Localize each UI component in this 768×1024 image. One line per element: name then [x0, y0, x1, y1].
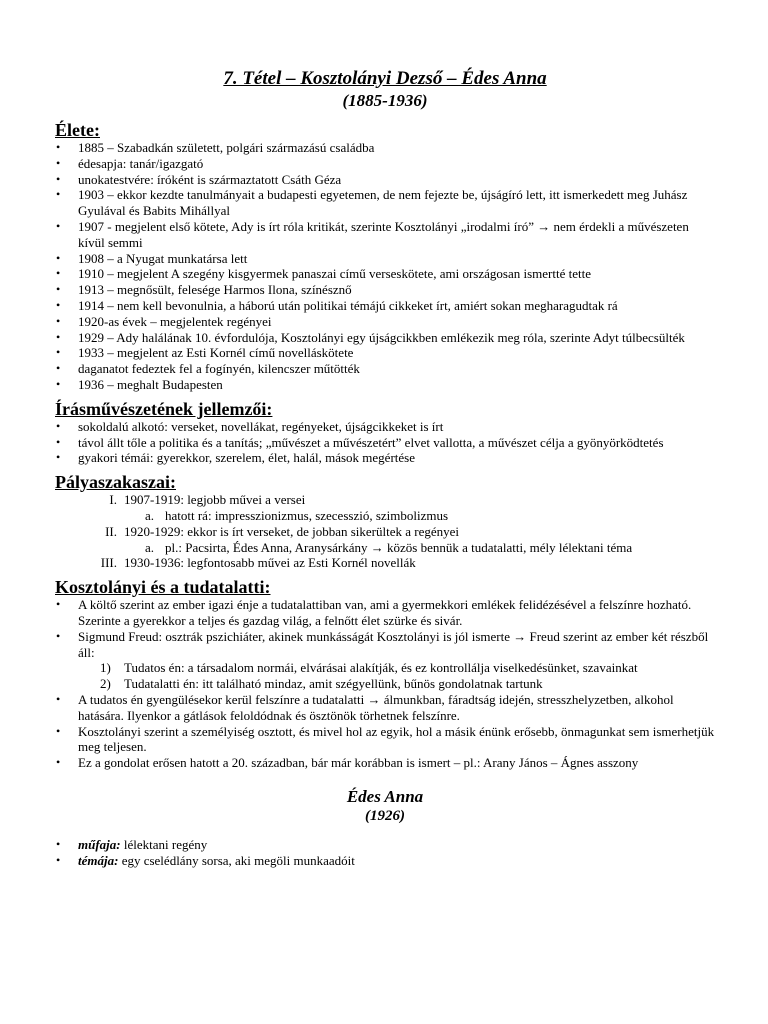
list-item: • daganatot fedeztek fel a fogínyén, kilencszer műtötték: [56, 361, 360, 377]
list-item: • 1885 – Szabadkán született, polgári származású családba: [56, 140, 375, 155]
section-heading-tudat: Kosztolányi és a tudatalatti:: [55, 577, 271, 598]
bullet-icon: •: [56, 376, 61, 391]
list-item: • 1903 – ekkor kezdte tanulmányait a budapesti egyetemen, de nem fejezte be, újságíró lett, itt ismerkedett meg Juhász Gyulával és Babits Mihállyal: [56, 187, 688, 219]
bullet-icon: •: [56, 418, 61, 433]
list-item: • Sigmund Freud: osztrák pszichiáter, akinek munkásságát Kosztolányi is jól ismerte → Freud szerint az ember két részből áll:: [56, 628, 709, 660]
freud-sub-item: 1) Tudatos én: a társadalom normái, elvárásai alakítják, és ez kontrollálja viselkedésünket, szavainkat: [100, 660, 638, 676]
list-item: • sokoldalú alkotó: verseket, novellákat, regényeket, újságcikkeket is írt: [56, 418, 444, 434]
bullet-icon: •: [56, 597, 61, 612]
list-item: • 1920-as évek – megjelentek regényei: [56, 313, 272, 329]
bullet-icon: •: [56, 345, 61, 360]
list-item: • unokatestvére: íróként is származtatott Csáth Géza: [56, 171, 342, 187]
iras-list: [55, 419, 715, 466]
bullet-icon: •: [56, 266, 61, 281]
list-item: • témája: egy cselédlány sorsa, aki megöli munkaadóit: [56, 852, 355, 868]
document-title: 7. Tétel – Kosztolányi Dezső – Édes Anna: [223, 68, 547, 89]
palya-list: [55, 492, 715, 571]
bullet-icon: •: [56, 218, 61, 233]
bullet-icon: •: [56, 313, 61, 328]
edes-anna-list: [55, 837, 715, 869]
section-heading-iras: Írásművészetének jellemzői:: [55, 398, 273, 419]
list-item: • Ez a gondolat erősen hatott a 20. században, bár már korábban is ismert – pl.: Arany János – Ágnes asszony: [56, 755, 639, 771]
list-item: • 1907 - megjelent első kötete, Ady is írt róla kritikát, szerinte Kosztolányi „irodalmi író” → nem érdekli a művészeten kívül semmi: [56, 218, 689, 250]
section-heading-elete: Élete:: [55, 120, 100, 140]
list-item: • távol állt tőle a politika és a tanítás; „művészet a művészetért” elvet vallotta, a művészet célja a gyönyörködtetés: [56, 434, 664, 450]
bullet-icon: •: [56, 155, 61, 170]
bullet-icon: •: [56, 434, 61, 449]
bullet-icon: •: [56, 755, 61, 770]
list-item: • A tudatos én gyengülésekor kerül felszínre a tudatalatti → álmunkban, fáradtság idején, stresszhelyzetben, alkohol hatására. Ilyenkor a gátlások feloldódnak és ösztönök törhetnek felszínre.: [56, 691, 674, 723]
document-years: (1885-1936): [342, 91, 428, 110]
bullet-icon: •: [56, 297, 61, 312]
list-item: • 1910 – megjelent A szegény kisgyermek panaszai című verseskötete, ami országosan ismertté tette: [56, 266, 591, 282]
edes-anna-year: (1926): [365, 807, 405, 824]
bullet-icon: •: [56, 329, 61, 344]
document-page: [55, 68, 715, 874]
bullet-icon: •: [56, 836, 61, 851]
stage-item: III. 1930-1936: legfontosabb művei az Esti Kornél novellák: [100, 555, 416, 571]
stage-sub-item: a. hatott rá: impresszionizmus, szecesszió, szimbolizmus: [145, 507, 449, 523]
freud-sub-item: 2) Tudatalatti én: itt található mindaz, amit szégyellünk, bűnös gondolatnak tartunk: [100, 676, 543, 692]
bullet-icon: •: [56, 187, 61, 202]
bullet-icon: •: [56, 361, 61, 376]
elete-list: [55, 140, 715, 393]
list-item: • műfaja: lélektani regény: [56, 836, 208, 852]
tudat-list: [55, 597, 715, 771]
list-item: • 1933 – megjelent az Esti Kornél című novelláskötete: [56, 345, 354, 361]
stage-sub-item: a. pl.: Pacsirta, Édes Anna, Aranysárkány → közös bennük a tudatalatti, mély lélektani téma: [145, 539, 633, 555]
bullet-icon: •: [56, 140, 61, 154]
list-item: • gyakori témái: gyerekkor, szerelem, élet, halál, mások megértése: [56, 450, 415, 466]
list-item: • A költő szerint az ember igazi énje a tudatalattiban van, ami a gyermekkori emlékek felidézésével a felszínre hozható. Szerinte a gyerekkor a teljes és gazdag világ, a felnőtt élet szürke és sivár.: [56, 597, 692, 628]
stage-item: I. 1907-1919: legjobb művei a versei: [109, 492, 306, 508]
list-item: • 1913 – megnősült, felesége Harmos Ilona, színésznő: [56, 282, 352, 298]
bullet-icon: •: [56, 250, 61, 265]
bullet-icon: •: [56, 628, 61, 643]
bullet-icon: •: [56, 691, 61, 706]
bullet-icon: •: [56, 723, 61, 738]
bullet-icon: •: [56, 282, 61, 297]
list-item: • Kosztolányi szerint a személyiség osztott, és mivel hol az egyik, hol a másik énünk erősebb, önmagunkat sem ismerhetjük meg teljesen.: [56, 723, 715, 755]
list-item: • édesapja: tanár/igazgató: [56, 155, 204, 171]
section-heading-palya: Pályaszakaszai:: [55, 472, 176, 493]
edes-anna-title: Édes Anna: [346, 786, 424, 806]
list-item: • 1929 – Ady halálának 10. évfordulója, Kosztolányi egy újságcikkben emlékezik meg róla, szerinte Adyt túlbecsülték: [56, 329, 685, 345]
list-item: • 1936 – meghalt Budapesten: [56, 376, 223, 392]
bullet-icon: •: [56, 450, 61, 465]
list-item: • 1914 – nem kell bevonulnia, a háború után politikai témájú cikkeket írt, amiért sokan megharagudtak rá: [56, 297, 618, 313]
bullet-icon: •: [56, 852, 61, 867]
bullet-icon: •: [56, 171, 61, 186]
stage-item: II. 1920-1929: ekkor is írt verseket, de jobban sikerültek a regényei: [105, 523, 460, 539]
list-item: • 1908 – a Nyugat munkatársa lett: [56, 250, 248, 266]
